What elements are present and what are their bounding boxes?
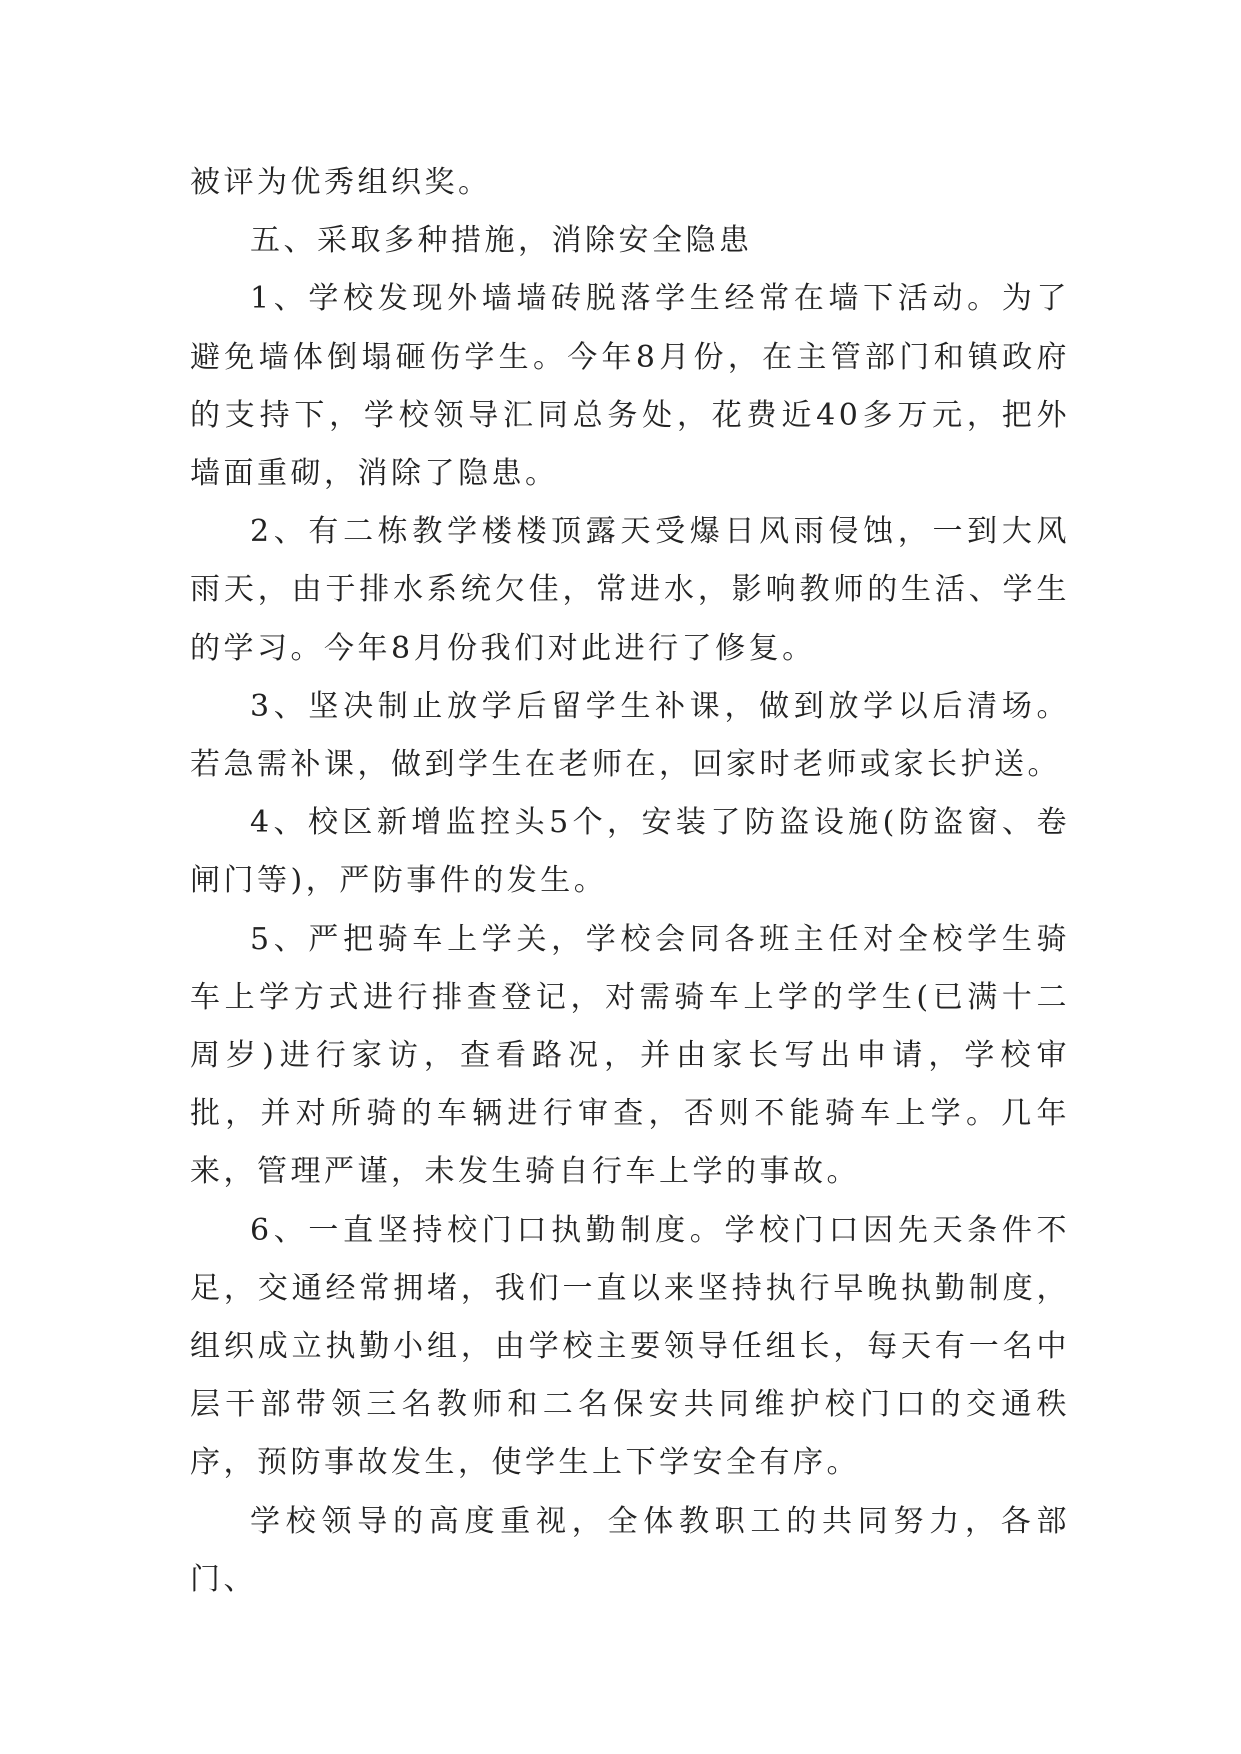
paragraph-item-4: 4、校区新增监控头5个，安装了防盗设施(防盗窗、卷闸门等)，严防事件的发生。: [190, 805, 1070, 899]
paragraph-item-2: 2、有二栋教学楼楼顶露天受爆日风雨侵蚀，一到大风雨天，由于排水系统欠佳，常进水，影响教师的生活、学生的学习。今年8月份我们对此进行了修复。: [190, 514, 1070, 666]
paragraph-item-3: 3、坚决制止放学后留学生补课，做到放学以后清场。若急需补课，做到学生在老师在，回家时老师或家长护送。: [190, 688, 1070, 783]
section-heading-5: 五、采取多种措施，消除安全隐患: [250, 223, 753, 259]
document-body: [190, 154, 1070, 1609]
paragraph-item-6: 6、一直坚持校门口执勤制度。学校门口因先天条件不足，交通经常拥堵，我们一直以来坚持执行早晚执勤制度，组织成立执勤小组，由学校主要领导任组长，每天有一名中层干部带领三名教师和二名保安共同维护校门口的交通秩序，预防事故发生，使学生上下学安全有序。: [190, 1212, 1070, 1481]
paragraph-item-1: 1、学校发现外墙墙砖脱落学生经常在墙下活动。为了避免墙体倒塌砸伤学生。今年8月份，在主管部门和镇政府的支持下，学校领导汇同总务处，花费近40多万元，把外墙面重砌，消除了隐患。: [190, 281, 1070, 492]
paragraph-item-5: 5、严把骑车上学关，学校会同各班主任对全校学生骑车上学方式进行排查登记，对需骑车上学的学生(已满十二周岁)进行家访，查看路况，并由家长写出申请，学校审批，并对所骑的车辆进行审查，否则不能骑车上学。几年来，管理严谨，未发生骑自行车上学的事故。: [190, 921, 1070, 1190]
paragraph-closing: 学校领导的高度重视，全体教职工的共同努力，各部门、: [190, 1503, 1070, 1597]
paragraph-continuation: 被评为优秀组织奖。: [190, 165, 492, 200]
